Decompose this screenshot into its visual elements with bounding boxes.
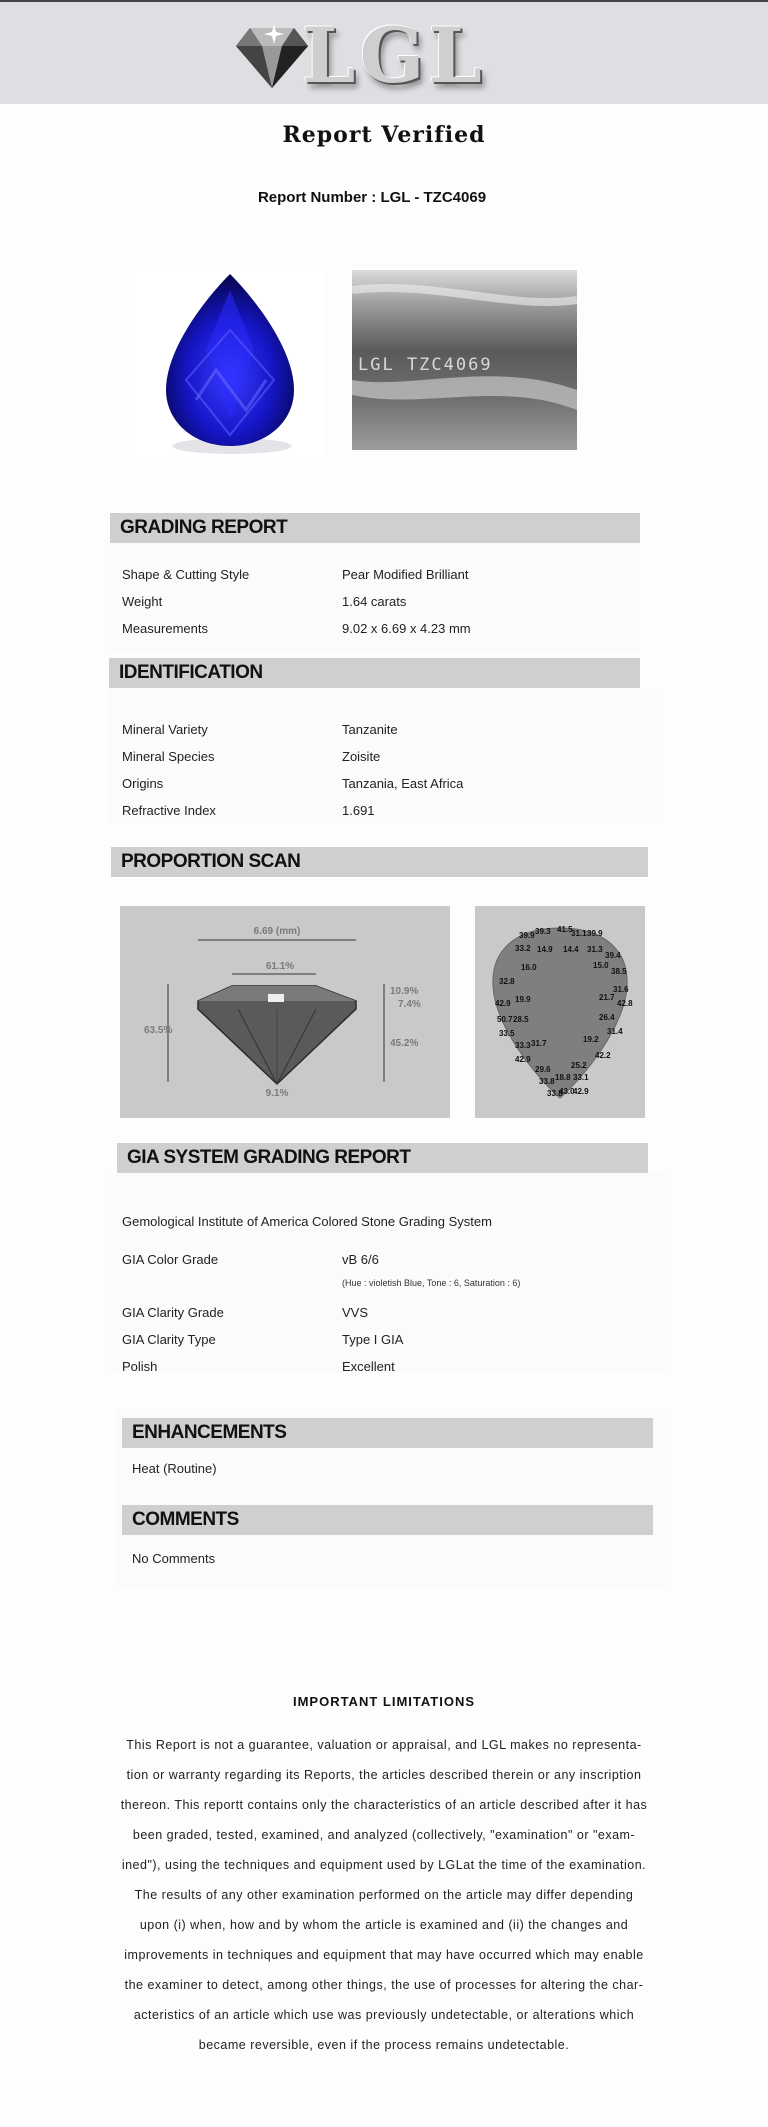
top-view-number: 19.2 bbox=[583, 1035, 599, 1044]
top-view-number: 33.5 bbox=[499, 1029, 515, 1038]
comments-heading: COMMENTS bbox=[122, 1505, 653, 1535]
identification-label: Origins bbox=[122, 776, 164, 791]
identification-value: 1.691 bbox=[342, 803, 375, 818]
crown-pct: 10.9% bbox=[390, 986, 419, 997]
identification-value: Tanzania, East Africa bbox=[342, 776, 464, 791]
gia-color-note: (Hue : violetish Blue, Tone : 6, Saturation : 6) bbox=[342, 1278, 521, 1288]
top-view-number: 31.6 bbox=[613, 985, 629, 994]
grading-value: 1.64 carats bbox=[342, 594, 407, 609]
top-view-number: 18.8 bbox=[555, 1073, 571, 1082]
lgl-logo bbox=[232, 11, 492, 100]
diamond-icon bbox=[232, 22, 312, 92]
gia-heading: GIA SYSTEM GRADING REPORT bbox=[117, 1143, 648, 1173]
top-view-number: 26.4 bbox=[599, 1013, 615, 1022]
limitations-line: acteristics of an article which use was previously undetectable, or alterations which bbox=[133, 2008, 635, 2022]
top-view-number: 33.8 bbox=[547, 1089, 563, 1098]
limitations-line: thereon. This reportt contains only the characteristics of an article described after it has bbox=[120, 1798, 648, 1812]
header-bar bbox=[0, 0, 768, 104]
report-number: Report Number : LGL - TZC4069 bbox=[257, 189, 487, 206]
width-label: 6.69 (mm) bbox=[253, 926, 301, 937]
gia-value: VVS bbox=[342, 1305, 369, 1320]
limitations-line: upon (i) when, how and by whom the article is examined and (ii) the changes and bbox=[139, 1918, 629, 1932]
identification-value: Zoisite bbox=[342, 749, 381, 764]
proportion-scan-heading: PROPORTION SCAN bbox=[111, 847, 648, 877]
identification-label: Refractive Index bbox=[122, 803, 216, 818]
top-view-number: 19.9 bbox=[515, 995, 531, 1004]
inscription-photo bbox=[352, 270, 577, 450]
top-view-number: 32.8 bbox=[499, 977, 515, 986]
top-view-number: 31.4 bbox=[607, 1027, 623, 1036]
grading-value: 9.02 x 6.69 x 4.23 mm bbox=[342, 621, 471, 636]
top-view-number: 39.4 bbox=[605, 951, 621, 960]
limitations-line: The results of any other examination performed on the article may differ depending bbox=[134, 1888, 634, 1902]
proportion-profile-diagram bbox=[120, 906, 450, 1118]
limitations-line: the examiner to detect, among other things, the use of processes for altering the char- bbox=[124, 1978, 644, 1992]
gia-label: GIA Clarity Type bbox=[122, 1332, 216, 1347]
grading-value: Pear Modified Brilliant bbox=[342, 567, 469, 582]
top-view-number: 14.9 bbox=[537, 945, 553, 954]
top-view-number: 50.7 bbox=[497, 1015, 513, 1024]
gia-value: Excellent bbox=[342, 1359, 395, 1374]
limitations-line: This Report is not a guarantee, valuation or appraisal, and LGL makes no representa- bbox=[126, 1738, 642, 1752]
table-pct: 61.1% bbox=[265, 961, 295, 972]
gia-value: vB 6/6 bbox=[342, 1252, 379, 1267]
top-view-number: 41.5 bbox=[557, 925, 573, 934]
identification-heading: IDENTIFICATION bbox=[109, 658, 640, 688]
gia-label: Polish bbox=[122, 1359, 158, 1374]
top-view-number: 31.1 bbox=[571, 929, 587, 938]
grading-label: Measurements bbox=[122, 621, 208, 636]
top-view-number: 42.8 bbox=[617, 999, 633, 1008]
top-view-number: 21.7 bbox=[599, 993, 615, 1002]
top-view-number: 39.3 bbox=[535, 927, 551, 936]
pavilion-pct: 45.2% bbox=[390, 1038, 419, 1049]
grading-label: Shape & Cutting Style bbox=[122, 567, 250, 582]
gemstone-photo bbox=[136, 270, 324, 458]
gia-label: GIA Color Grade bbox=[122, 1252, 219, 1267]
top-view-number: 33.2 bbox=[515, 944, 531, 953]
girdle-pct: 7.4% bbox=[398, 999, 421, 1010]
gem-profile-shape bbox=[198, 986, 356, 1084]
comments-text: No Comments bbox=[132, 1551, 216, 1566]
top-view-number: 31.3 bbox=[587, 945, 603, 954]
enhancements-heading: ENHANCEMENTS bbox=[122, 1418, 653, 1448]
identification-label: Mineral Species bbox=[122, 749, 215, 764]
logo-text: LGL bbox=[302, 11, 486, 100]
limitations-line: been graded, tested, examined, and analyzed (collectively, "examination" or "exam- bbox=[132, 1828, 636, 1842]
limitations-line: became reversible, even if the process remains undetectable. bbox=[198, 2038, 570, 2052]
limitations-line: improvements in techniques and equipment that may have occurred which may enable bbox=[124, 1948, 644, 1962]
limitations-heading: IMPORTANT LIMITATIONS bbox=[292, 1694, 476, 1709]
gia-value: Type I GIA bbox=[342, 1332, 404, 1347]
top-view-number: 33.3 bbox=[515, 1041, 531, 1050]
top-view-number: 39.9 bbox=[519, 931, 535, 940]
top-view-number: 29.6 bbox=[535, 1065, 551, 1074]
depth-pct: 63.5% bbox=[144, 1025, 173, 1036]
identification-value: Tanzanite bbox=[342, 722, 398, 737]
identification-label: Mineral Variety bbox=[122, 722, 208, 737]
top-view-number: 16.0 bbox=[521, 963, 537, 972]
inscription-text: LGL TZC4069 bbox=[358, 355, 493, 375]
top-view-number: 43.0 bbox=[559, 1087, 575, 1096]
limitations-line: ined"), using the techniques and equipment used by LGLat the time of the examination. bbox=[121, 1858, 647, 1872]
top-view-number: 42.2 bbox=[595, 1051, 611, 1060]
top-view-number: 38.5 bbox=[611, 967, 627, 976]
top-view-number: 42.9 bbox=[515, 1055, 531, 1064]
top-view-number: 28.5 bbox=[513, 1015, 529, 1024]
proportion-top-diagram bbox=[475, 906, 645, 1118]
culet-pct: 9.1% bbox=[265, 1088, 289, 1099]
top-view-number: 42.9 bbox=[573, 1087, 589, 1096]
top-view-number: 25.2 bbox=[571, 1061, 587, 1070]
top-view-number: 33.1 bbox=[573, 1073, 589, 1082]
top-view-number: 14.4 bbox=[563, 945, 579, 954]
top-view-number: 31.7 bbox=[531, 1039, 547, 1048]
page-title: Report Verified bbox=[282, 122, 486, 148]
gia-label: GIA Clarity Grade bbox=[122, 1305, 224, 1320]
limitations-line: tion or warranty regarding its Reports, the articles described therein or any inscription bbox=[126, 1768, 642, 1782]
grading-report-heading: GRADING REPORT bbox=[110, 513, 640, 543]
top-view-number: 15.0 bbox=[593, 961, 609, 970]
top-view-number: 42.9 bbox=[495, 999, 511, 1008]
gia-subtitle: Gemological Institute of America Colored Stone Grading System bbox=[122, 1214, 492, 1229]
grading-label: Weight bbox=[122, 594, 163, 609]
enhancements-text: Heat (Routine) bbox=[132, 1461, 217, 1476]
top-view-number: 33.8 bbox=[539, 1077, 555, 1086]
top-view-number: 39.9 bbox=[587, 929, 603, 938]
